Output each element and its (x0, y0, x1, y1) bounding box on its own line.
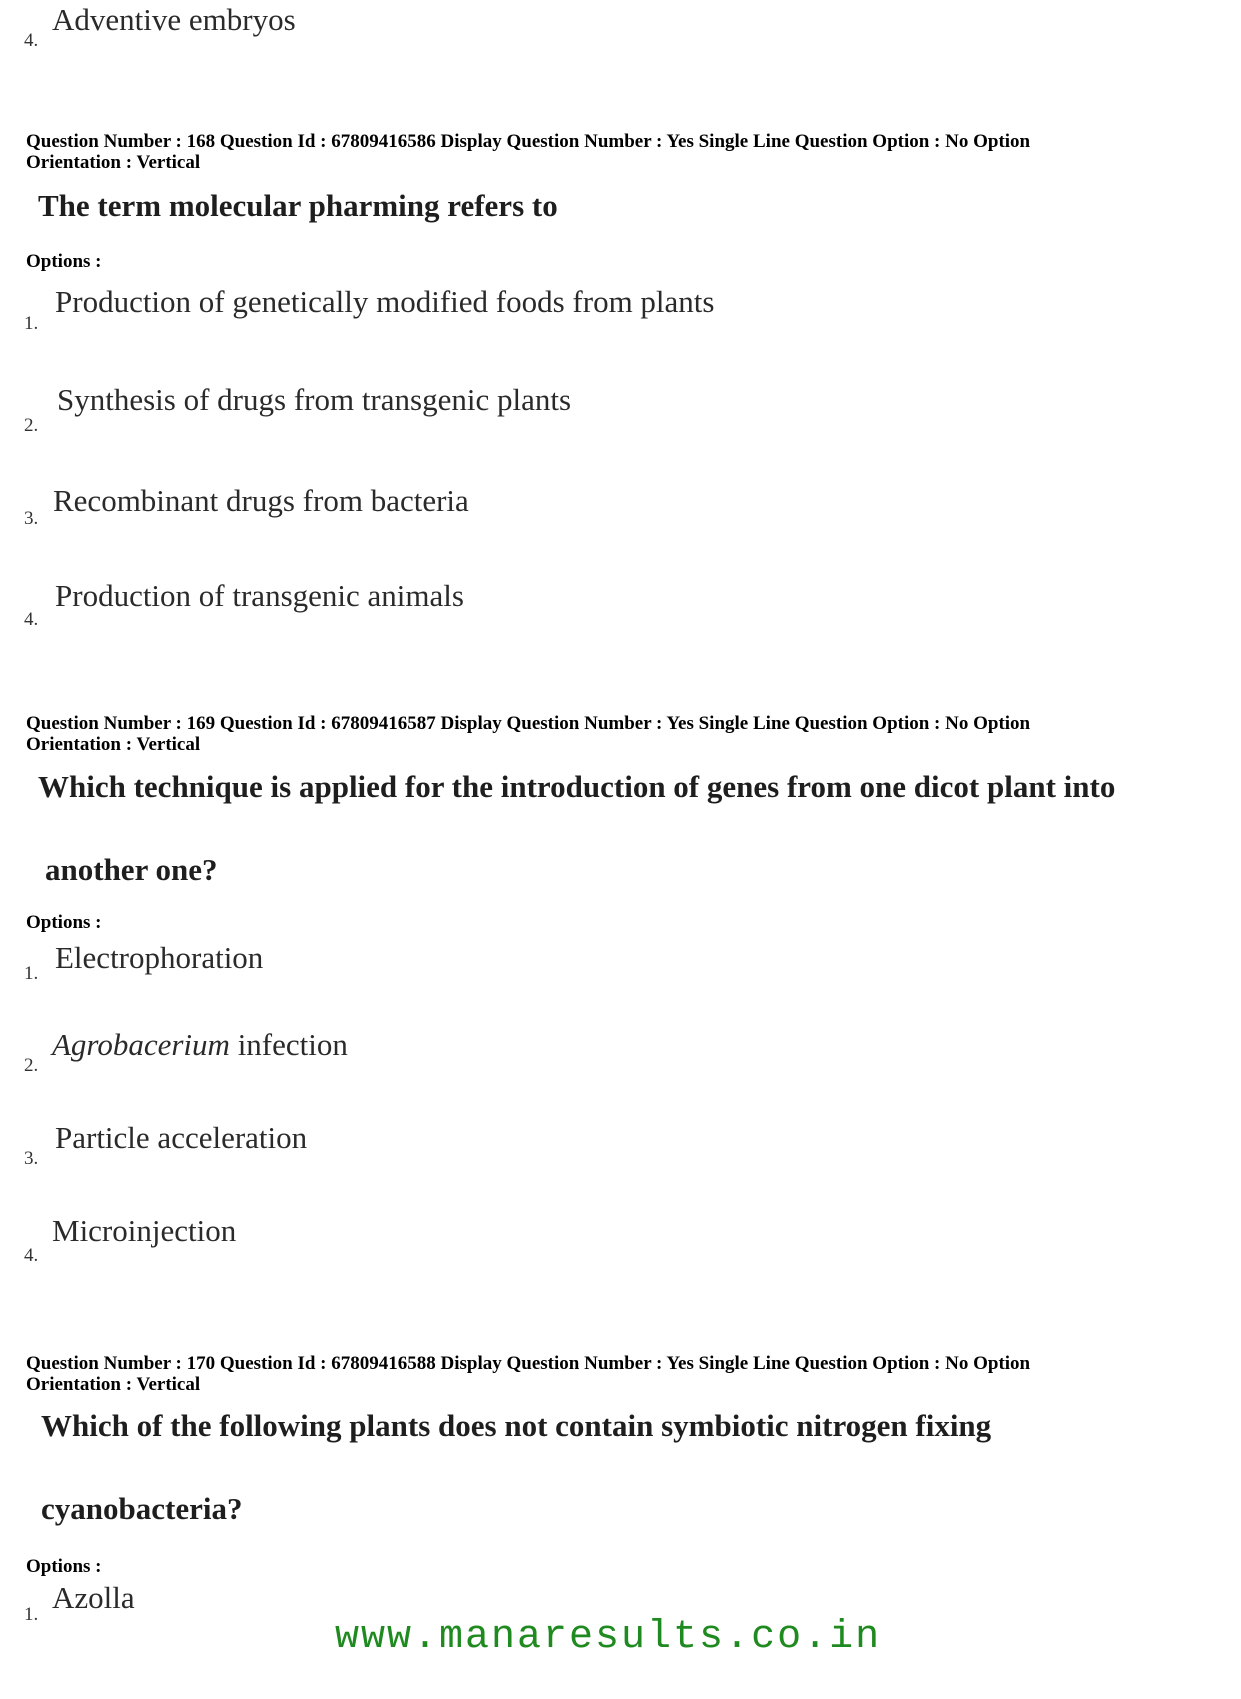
option-text-italic: Agrobacerium (52, 1027, 230, 1062)
question-170-text-line1: Which of the following plants does not contain symbiotic nitrogen fixing (41, 1408, 992, 1443)
option-text: Synthesis of drugs from transgenic plants (57, 382, 572, 417)
watermark-url: www.manaresults.co.in (335, 1615, 882, 1660)
option-text: Microinjection (52, 1213, 237, 1248)
option-number: 2. (24, 415, 39, 436)
options-label: Options : (26, 912, 102, 933)
option-text: Recombinant drugs from bacteria (53, 483, 469, 518)
option-text: Production of genetically modified foods from plants (55, 284, 715, 319)
option-number: 2. (24, 1055, 39, 1076)
question-168-text: The term molecular pharming refers to (38, 188, 558, 223)
options-label: Options : (26, 1556, 102, 1577)
question-169-text-line2: another one? (45, 852, 218, 887)
option-number: 3. (24, 508, 39, 529)
option-text: Electrophoration (55, 940, 264, 975)
option-number: 4. (24, 30, 39, 51)
question-169-meta (26, 713, 1216, 755)
option-text: Production of transgenic animals (55, 578, 464, 613)
option-number: 1. (24, 1604, 39, 1625)
meta-line: Orientation : Vertical (26, 1374, 201, 1395)
options-label: Options : (26, 251, 102, 272)
option-number: 3. (24, 1148, 39, 1169)
meta-line: Question Number : 170 Question Id : 67809416588 Display Question Number : Yes Single Line Question Option : No Option (26, 1353, 1031, 1374)
option-text: Azolla (52, 1580, 135, 1615)
option-number: 4. (24, 609, 39, 630)
option-number: 1. (24, 963, 39, 984)
meta-line: Orientation : Vertical (26, 152, 201, 173)
question-169-text-line1: Which technique is applied for the introduction of genes from one dicot plant into (38, 769, 1116, 804)
question-168-meta (26, 131, 1216, 173)
question-170-meta (26, 1353, 1216, 1395)
option-text: Particle acceleration (55, 1120, 308, 1155)
option-text (52, 1027, 348, 1063)
option-text: Adventive embryos (52, 2, 296, 37)
option-number: 4. (24, 1245, 39, 1266)
question-170-text-line2: cyanobacteria? (41, 1491, 243, 1526)
option-text-rest: infection (229, 1027, 348, 1062)
meta-line: Orientation : Vertical (26, 734, 201, 755)
option-number: 1. (24, 313, 39, 334)
meta-line: Question Number : 168 Question Id : 67809416586 Display Question Number : Yes Single Line Question Option : No Option (26, 131, 1031, 152)
meta-line: Question Number : 169 Question Id : 67809416587 Display Question Number : Yes Single Line Question Option : No Option (26, 713, 1031, 734)
